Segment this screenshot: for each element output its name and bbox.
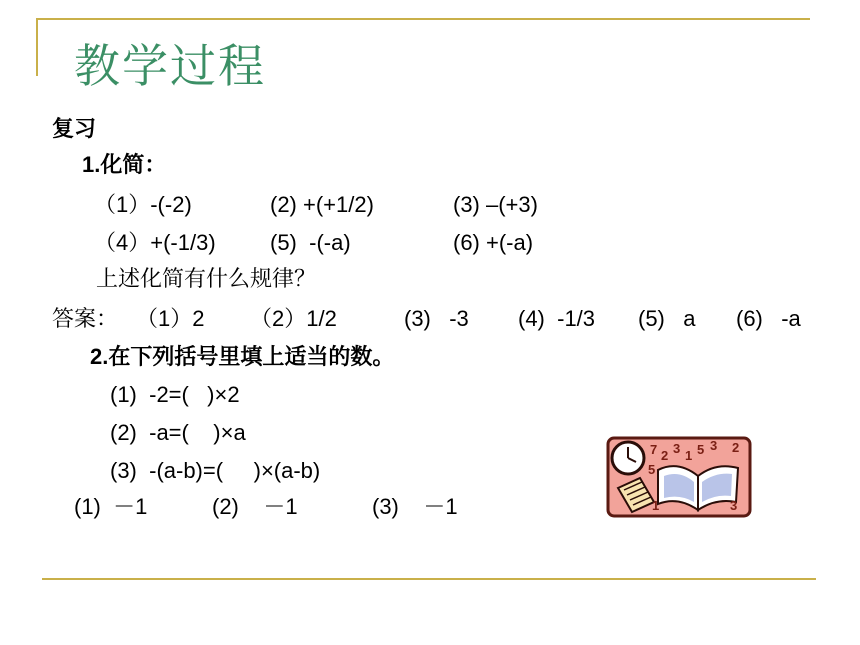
q1-item-3: (3) –(+3)	[453, 192, 538, 217]
q1-item-6: (6) +(-a)	[453, 230, 534, 255]
q1-heading: 1.化简：	[82, 152, 167, 177]
clipart-number: 3	[710, 438, 718, 453]
clipart-number: 1	[652, 498, 660, 513]
clipart-number: 5	[648, 462, 656, 477]
q2-item-3: (3) -(a-b)=( )×(a-b)	[110, 458, 321, 483]
answer-6: (6) -a	[736, 306, 801, 331]
answer-2: （2）1/2	[250, 306, 337, 331]
answer-1: （1）2	[136, 306, 205, 331]
slide-title: 教学过程	[74, 39, 266, 93]
answer-4: (4) -1/3	[518, 306, 596, 331]
q2-heading: 2.在下列括号里填上适当的数。	[90, 344, 395, 369]
review-heading: 复习	[52, 116, 97, 141]
q1-item-4: （4）+(-1/3)	[94, 230, 216, 255]
clock-book-clipart	[606, 436, 752, 518]
clipart-number: 3	[730, 498, 738, 513]
q2-item-2: (2) -a=( )×a	[110, 420, 246, 445]
answer-3: (3) -3	[404, 306, 469, 331]
q2-answer-2: (2) －1	[212, 494, 298, 519]
answers-label: 答案：	[52, 306, 119, 331]
q2-answer-1: (1) －1	[74, 494, 148, 519]
q1-item-5: (5) -(-a)	[270, 230, 351, 255]
answer-5: (5) a	[638, 306, 696, 331]
left-rule	[36, 18, 38, 76]
clipart-number: 3	[673, 441, 681, 456]
q2-item-1: (1) -2=( )×2	[110, 382, 240, 407]
q1-question: 上述化简有什么规律？	[96, 266, 317, 291]
clipart-number: 1	[685, 448, 693, 463]
clipart-number: 2	[661, 448, 669, 463]
clipart-number: 2	[732, 440, 740, 455]
clipart-number: 5	[697, 442, 705, 457]
q2-answer-3: (3) －1	[372, 494, 458, 519]
top-rule	[36, 18, 810, 20]
clipart-number: 7	[650, 442, 658, 457]
clock-icon	[612, 442, 644, 474]
q1-item-2: (2) +(+1/2)	[270, 192, 374, 217]
bottom-rule	[42, 578, 816, 580]
q1-item-1: （1）-(-2)	[94, 192, 192, 217]
